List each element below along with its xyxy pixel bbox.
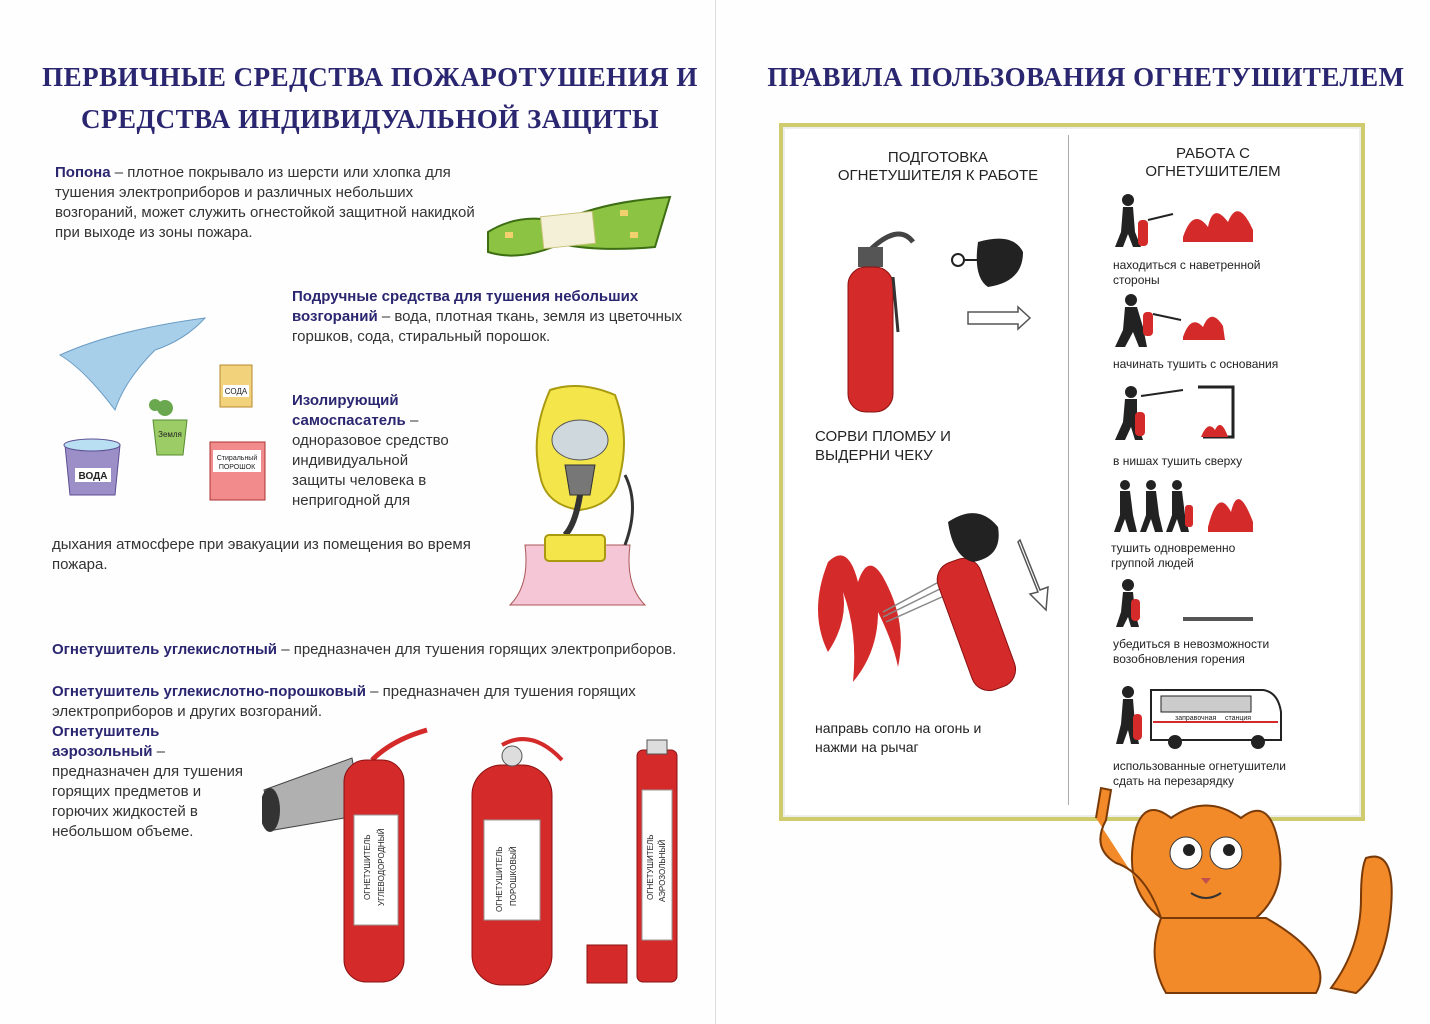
isol-term: Изолирующий самоспасатель <box>292 392 406 429</box>
rule-3-icon <box>1113 382 1263 447</box>
blanket-illustration <box>480 192 680 262</box>
right-page <box>715 0 1430 1024</box>
soda-label: СОДА <box>224 387 248 396</box>
ext2-text: – предназначен для тушения горящих электроприборов и других возгораний. <box>52 683 636 720</box>
popona-term: Попона <box>55 164 111 181</box>
work-heading-line1: РАБОТА С <box>1175 145 1251 162</box>
work-heading <box>1083 145 1343 181</box>
rule-2-icon <box>1113 292 1263 352</box>
self-rescuer-illustration <box>505 385 655 610</box>
rules-board <box>779 123 1365 821</box>
popona-paragraph <box>55 163 475 243</box>
popona-text: – плотное покрывало из шерсти или хлопка для тушения электроприборов и различных небольших возгораний, может служить огнестойкой защитной накидкой при выходе из зоны пожара. <box>55 164 475 241</box>
handy-text: – вода, плотная ткань, земля из цветочных горшков, сода, стиральный порошок. <box>292 308 683 345</box>
handy-term: Подручные средства для тушения небольших возгораний <box>292 288 639 325</box>
isol-text: – одноразовое средство индивидуальной защиты человека в непригодной для <box>292 412 449 509</box>
ext3-paragraph <box>52 722 252 842</box>
ext1-term: Огнетушитель углекислотный <box>52 641 278 658</box>
aim-nozzle-illustration <box>798 502 1058 702</box>
rule-6-line1: использованные огнетушители <box>1113 759 1286 773</box>
rule-1-text <box>1113 258 1343 288</box>
van-label-2: станция <box>1225 715 1252 722</box>
poroshok-label-1: Стиральный <box>216 455 258 462</box>
rule-4-line2: группой людей <box>1111 556 1194 570</box>
aerosol-label-2: АЭРОЗОЛЬНЫЙ <box>658 839 667 902</box>
ext2-term: Огнетушитель углекислотно-порошковый <box>52 683 366 700</box>
ext1-text: – предназначен для тушения горящих электроприборов. <box>277 641 677 658</box>
ext3-text: – предназначен для тушения горящих предметов и горючих жидкостей в небольшом объеме. <box>52 743 243 840</box>
rule-3-text <box>1113 454 1343 469</box>
voda-label: ВОДА <box>78 471 108 482</box>
left-title <box>40 56 700 140</box>
rule-4-line1: тушить одновременно <box>1111 541 1236 555</box>
powder-label-1: ОГНЕТУШИТЕЛЬ <box>495 846 504 912</box>
rule-5-icon <box>1113 577 1263 632</box>
prep-step2-text <box>815 719 1045 757</box>
rule-4-text <box>1111 541 1341 571</box>
rule-2-text <box>1113 357 1343 372</box>
rule-4-icon <box>1113 477 1273 537</box>
aerosol-label-1: ОГНЕТУШИТЕЛЬ <box>646 834 655 900</box>
ext2-paragraph <box>52 682 692 722</box>
co2-label-2: УГЛЕВОДОРОДНЫЙ <box>377 828 386 906</box>
prep-heading <box>823 149 1053 185</box>
rule-2-line1: начинать тушить с основания <box>1113 357 1279 371</box>
isol-paragraph-end: дыхания атмосфере при эвакуации из помещения во время пожара. <box>52 536 471 573</box>
left-title-line1: ПЕРВИЧНЫЕ СРЕДСТВА ПОЖАРОТУШЕНИЯ И <box>42 62 698 92</box>
rule-6-icon <box>1113 682 1288 752</box>
isol-paragraph <box>292 391 452 511</box>
work-heading-line2: ОГНЕТУШИТЕЛЕМ <box>1145 163 1281 180</box>
extinguishers-illustration <box>262 720 692 990</box>
co2-label-1: ОГНЕТУШИТЕЛЬ <box>363 834 372 900</box>
rule-3-line1: в нишах тушить сверху <box>1113 454 1243 468</box>
van-label-1: заправочная <box>1175 715 1217 722</box>
ext1-paragraph <box>52 640 692 660</box>
pull-pin-illustration <box>828 222 1058 417</box>
prep-step1-line2: ВЫДЕРНИ ЧЕКУ <box>815 447 933 464</box>
prep-heading-line1: ПОДГОТОВКА <box>887 149 989 166</box>
prep-step1-line1: СОРВИ ПЛОМБУ И <box>815 428 951 445</box>
zemlya-label: Земля <box>158 430 182 439</box>
rule-5-line1: убедиться в невозможности <box>1113 637 1270 651</box>
handy-means-illustration <box>55 310 285 510</box>
rule-1-line1: находиться с наветренной <box>1113 258 1261 272</box>
prep-step1-text <box>815 427 1035 465</box>
prep-step2-line2: нажми на рычаг <box>815 739 919 755</box>
ext3-term: Огнетушитель аэрозольный <box>52 723 160 760</box>
right-title: ПРАВИЛА ПОЛЬЗОВАНИЯ ОГНЕТУШИТЕЛЕМ <box>767 62 1405 92</box>
board-divider <box>1068 135 1069 805</box>
prep-heading-line2: ОГНЕТУШИТЕЛЯ К РАБОТЕ <box>837 167 1039 184</box>
rule-1-line2: стороны <box>1113 273 1160 287</box>
rule-1-icon <box>1113 192 1263 252</box>
rule-5-text <box>1113 637 1343 667</box>
rule-6-line2: сдать на перезарядку <box>1113 774 1234 788</box>
left-title-line2: СРЕДСТВА ИНДИВИДУАЛЬНОЙ ЗАЩИТЫ <box>81 104 659 134</box>
powder-label-2: ПОРОШКОВЫЙ <box>509 846 518 906</box>
prep-step2-line1: направь сопло на огонь и <box>815 720 982 736</box>
handy-paragraph <box>292 287 692 347</box>
cat-mascot <box>1076 778 1406 998</box>
poroshok-label-2: ПОРОШОК <box>218 464 256 471</box>
rule-5-line2: возобновления горения <box>1113 652 1245 666</box>
